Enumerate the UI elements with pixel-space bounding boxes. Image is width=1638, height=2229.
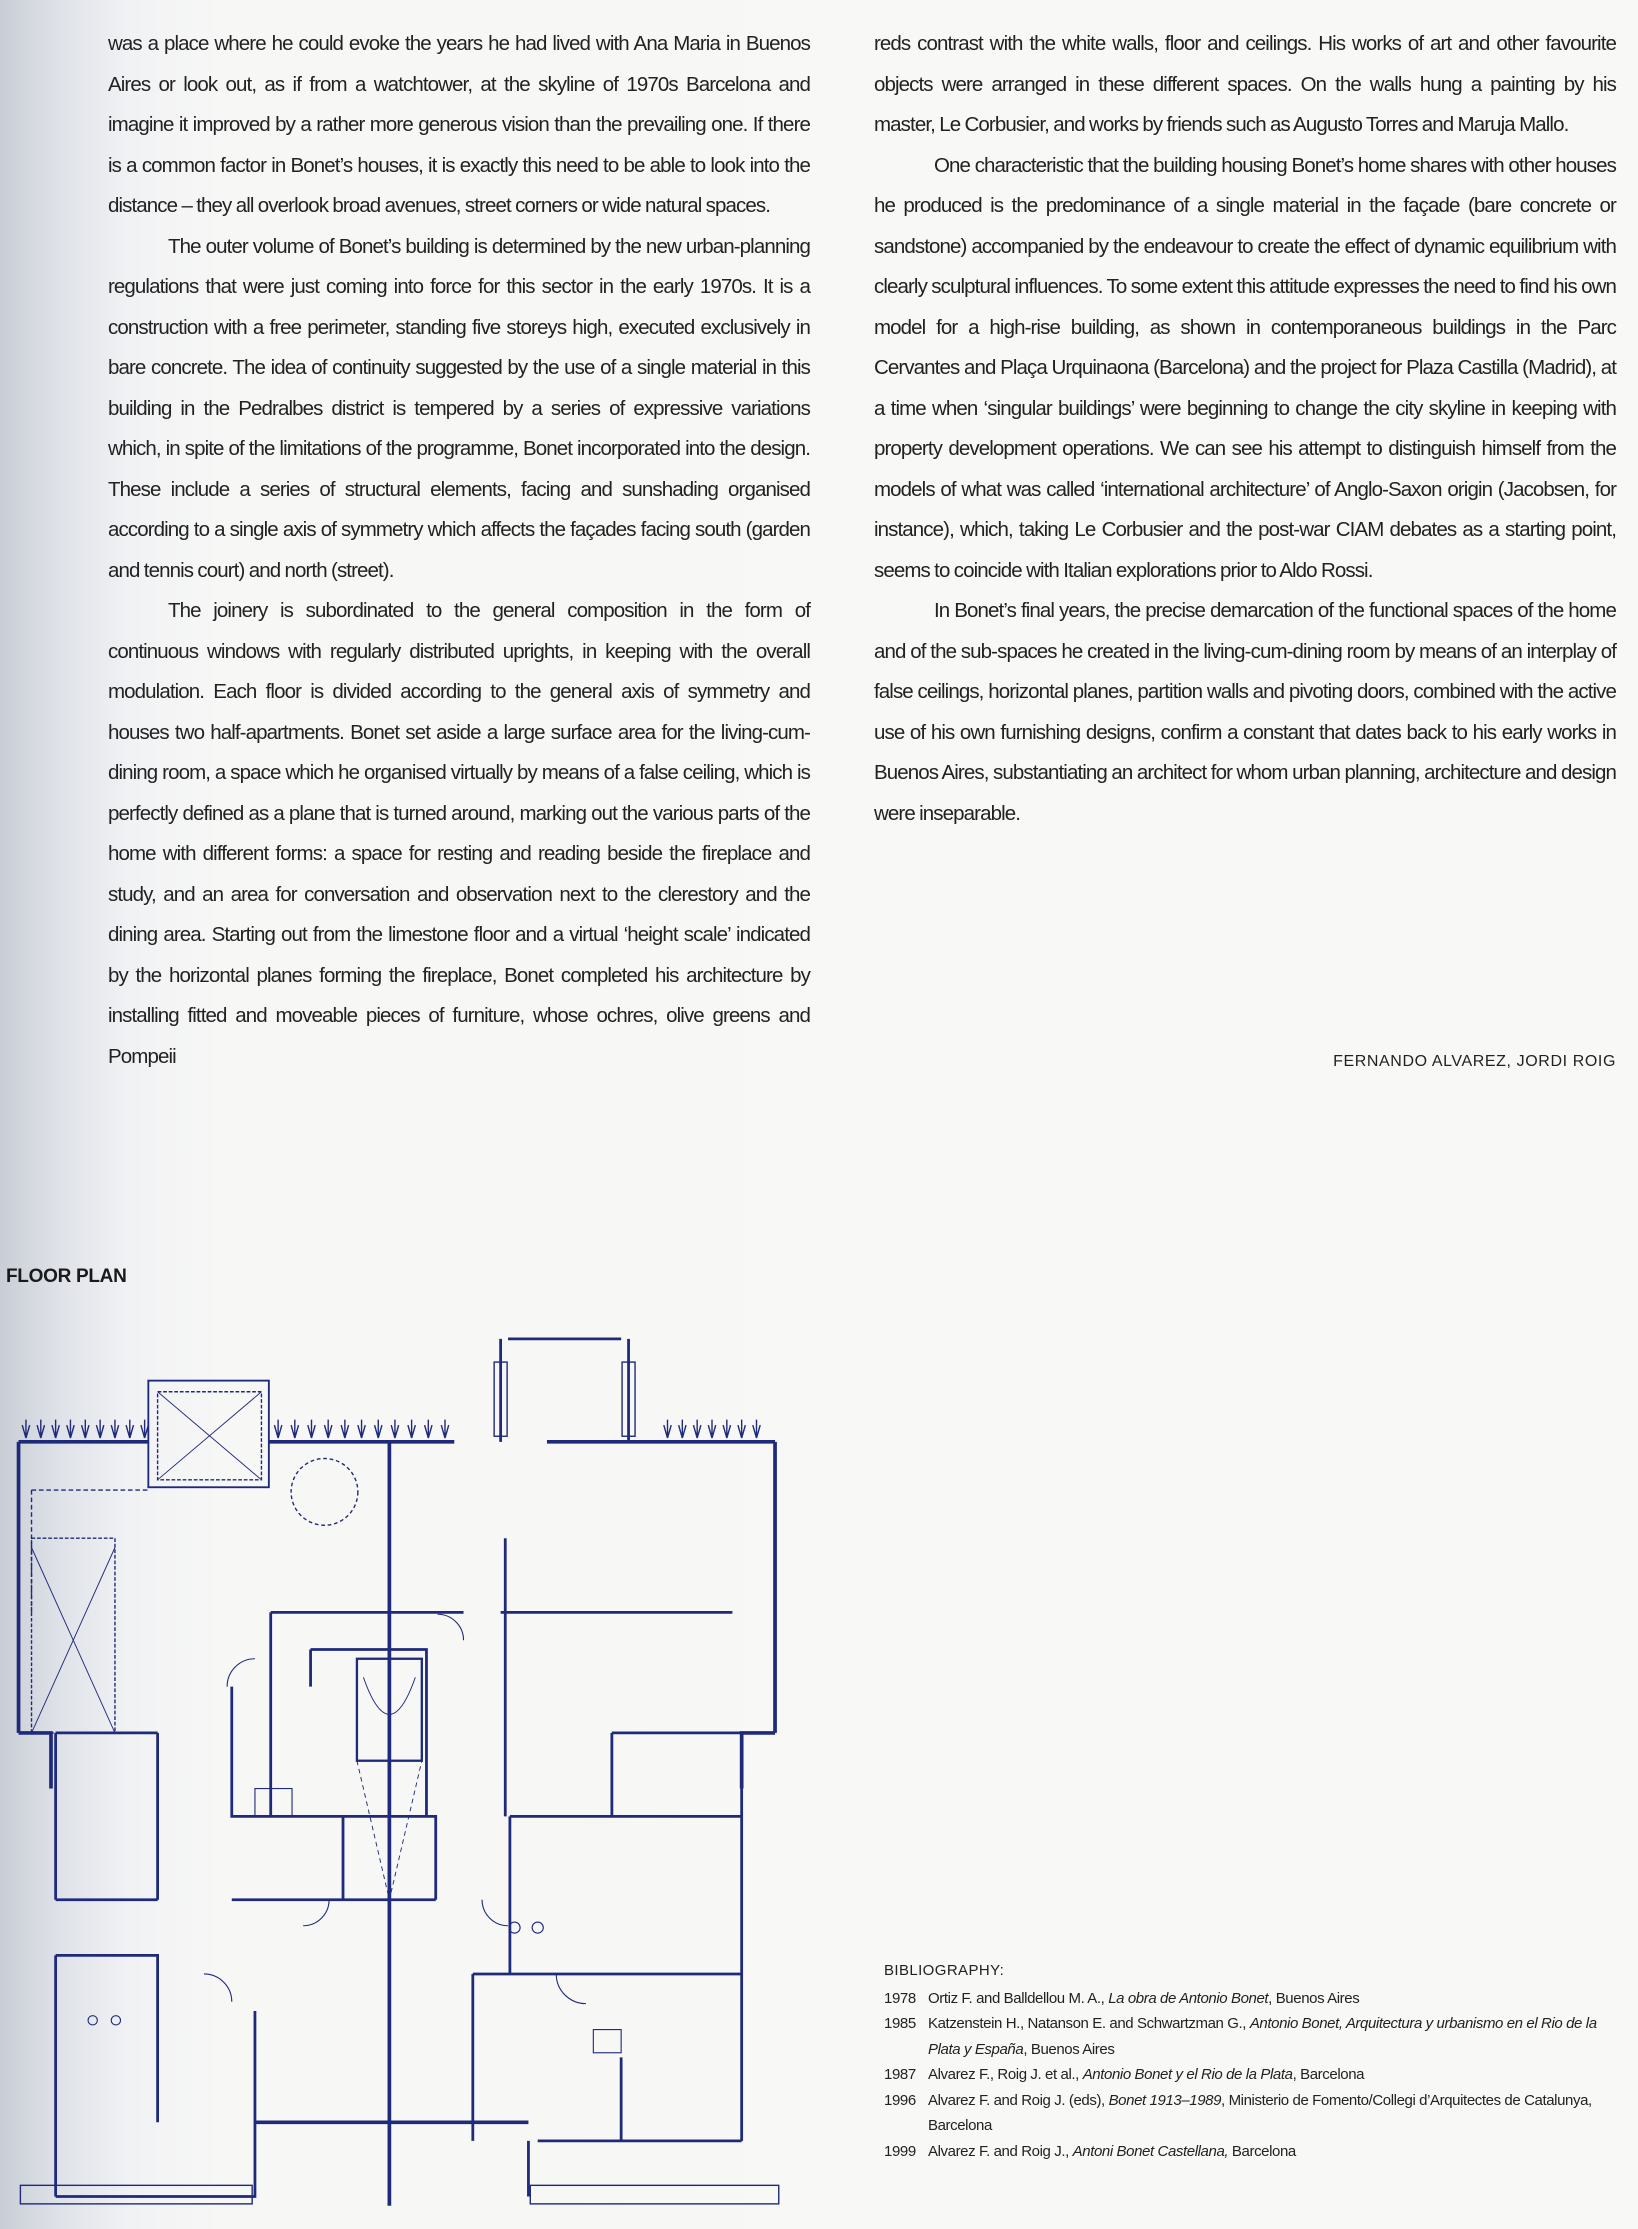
sunshade-fin: [96, 1420, 103, 1439]
sunshade-fin: [723, 1420, 730, 1439]
sunshade-fin: [274, 1420, 281, 1439]
floor-plan-label: FLOOR PLAN: [6, 1266, 127, 1287]
citation-title: Antonio Bonet, Arquitectura y urbanismo en el Rio de la Plata y España: [928, 2015, 1597, 2058]
citation-title: La obra de Antonio Bonet: [1108, 1989, 1269, 2007]
sunshade-fin: [141, 1420, 148, 1439]
bibliography-citation: [928, 2139, 1622, 2165]
north-terrace: [501, 1339, 629, 1442]
bibliography-year: 1999: [884, 2142, 916, 2160]
citation-title: Antonio Bonet y el Rio de la Plata: [1082, 2066, 1293, 2083]
west-wall: [19, 1442, 51, 1789]
bibliography-citation: [928, 2011, 1622, 2062]
article-column-left: [108, 24, 810, 1077]
balcony-south-east: [530, 2185, 778, 2204]
bibliography-entry: [884, 2011, 1622, 2062]
bibliography-entry: [884, 1986, 1622, 2012]
bibliography-entry: [884, 2088, 1622, 2139]
paragraph: reds contrast with the white walls, floor and ceilings. His works of art and other favourite objects were arranged in these different spaces. On the walls hung a painting by his master, Le Corbusier, and works by friends such as Augusto Torres and Maruja Mallo.: [874, 32, 1616, 136]
skylight-west: [32, 1538, 115, 1733]
sunshade-fin: [52, 1420, 59, 1439]
sunshade-fin: [126, 1420, 133, 1439]
paragraph: The outer volume of Bonet’s building is determined by the new urban-planning regulations that were just coming into force for this sector in the early 1970s. It is a construction with a free perimeter, standing five storeys high, executed exclusively in bare concrete. The idea of continuity suggested by the use of a single material in this building in the Pedralbes district is tempered by a series of expressive variations which, in spite of the limitations of the programme, Bonet incorporated into the design. These include a series of structural elements, facing and sunshading organised according to a single axis of symmetry which affects the façades facing south (garden and tennis court) and north (street).: [108, 234, 810, 582]
sunshade-fin: [67, 1420, 74, 1439]
sunshade-fin: [441, 1420, 448, 1439]
citation-publisher: , Buenos Aires: [1023, 2040, 1115, 2058]
bibliography-title: BIBLIOGRAPHY:: [884, 1962, 1005, 1979]
bibliography-list: [884, 1986, 1622, 2165]
citation-authors: Alvarez F. and Roig J. (eds),: [928, 2091, 1109, 2109]
sunshade-fin: [82, 1420, 89, 1439]
floor-plan-drawing: [0, 1325, 860, 2215]
citation-title: Bonet 1913–1989: [1108, 2091, 1222, 2109]
bibliography-citation: [928, 2062, 1622, 2088]
sunshade-fin: [291, 1420, 298, 1439]
bibliography: [884, 1958, 1622, 2164]
paragraph: In Bonet’s final years, the precise demarcation of the functional spaces of the home and of the sub-spaces he created in the living-cum-dining room by means of an interplay of false ceilings, horizontal planes, partition walls and pivoting doors, combined with the active use of his own furnishing designs, confirm a constant that dates back to his early works in Buenos Aires, substantiating an architect for whom urban planning, architecture and design were inseparable.: [874, 599, 1616, 825]
paragraph: was a place where he could evoke the years he had lived with Ana Maria in Buenos Aires or look out, as if from a watchtower, at the skyline of 1970s Barcelona and imagine it improved by a rather more generous vision than the prevailing one. If there is a common factor in Bonet’s houses, it is exactly this need to be able to look into the distance – they all overlook broad avenues, street corners or wide natural spaces.: [108, 32, 810, 217]
sunshade-fin: [308, 1420, 315, 1439]
paragraph: The joinery is subordinated to the general composition in the form of continuous windows with regularly distributed uprights, in keeping with the overall modulation. Each floor is divided according to the general axis of symmetry and houses two half-apartments. Bonet set aside a large surface area for the living-cum-dining room, a space which he organised virtually by means of a false ceiling, which is perfectly defined as a plane that is turned around, marking out the various parts of the home with different forms: a space for resting and reading beside the fireplace and study, and an area for conversation and observation next to the clerestory and the dining area. Starting out from the limestone floor and a virtual ‘height scale’ indicated by the horizontal planes forming the fireplace, Bonet completed his architecture by installing fitted and moveable pieces of furniture, whose ochres, olive greens and Pompeii: [108, 599, 810, 1068]
article-authors: FERNANDO ALVAREZ, JORDI ROIG: [1333, 1053, 1616, 1070]
bibliography-entry: [884, 2139, 1622, 2165]
citation-publisher: , Barcelona: [1292, 2066, 1365, 2083]
sunshade-fin: [679, 1420, 686, 1439]
sunshade-fin: [111, 1420, 118, 1439]
sunshade-fin: [753, 1420, 760, 1439]
bibliography-year: 1985: [884, 2015, 916, 2032]
sunshade-fin: [324, 1420, 331, 1439]
bibliography-citation: [928, 1986, 1622, 2012]
citation-publisher: , Buenos Aires: [1268, 1989, 1360, 2007]
paragraph: One characteristic that the building housing Bonet’s home shares with other houses he produced is the predominance of a single material in the façade (bare concrete or sandstone) accompanied by the endeavour to create the effect of dynamic equilibrium with clearly sculptural influences. To some extent this attitude expresses the need to find his own model for a high-rise building, as shown in contemporaneous buildings in the Parc Cervantes and Plaça Urquinaona (Barcelona) and the project for Plaza Castilla (Madrid), at a time when ‘singular buildings’ were beginning to change the city skyline in keeping with property development operations. We can see his attempt to distinguish himself from the models of what was called ‘international architecture’ of Anglo-Saxon origin (Jacobsen, for instance), which, taking Le Corbusier and the post-war CIAM debates as a starting point, seems to coincide with Italian explorations prior to Aldo Rossi.: [874, 153, 1616, 582]
citation-title: Antoni Bonet Castellana,: [1072, 2142, 1229, 2160]
bibliography-entry: [884, 2062, 1622, 2088]
bibliography-year: 1987: [884, 2066, 916, 2083]
sunshade-fin: [341, 1420, 348, 1439]
article-column-right: [874, 24, 1616, 834]
sunshade-fin: [22, 1420, 29, 1439]
sunshade-fin: [37, 1420, 44, 1439]
citation-publisher: , Ministerio de Fomento/Collegi d’Arquitectes de Catalunya, Barcelona: [928, 2091, 1592, 2134]
bibliography-year: 1996: [884, 2091, 916, 2109]
citation-authors: Ortiz F. and Balldellou M. A.,: [928, 1989, 1109, 2007]
sunshade-fin: [408, 1420, 415, 1439]
sunshade-fin: [391, 1420, 398, 1439]
sunshade-fin: [375, 1420, 382, 1439]
sunshade-fin: [358, 1420, 365, 1439]
citation-publisher: Barcelona: [1228, 2142, 1296, 2160]
bibliography-citation: [928, 2088, 1622, 2139]
citation-authors: Alvarez F. and Roig J.,: [928, 2142, 1073, 2160]
bibliography-year: 1978: [884, 1989, 916, 2007]
sunshade-fin: [664, 1420, 671, 1439]
citation-authors: Alvarez F., Roig J. et al.,: [928, 2066, 1083, 2083]
sunshade-fin: [693, 1420, 700, 1439]
east-wall: [742, 1442, 775, 1789]
sunshade-fin: [708, 1420, 715, 1439]
sunshade-fin: [738, 1420, 745, 1439]
citation-authors: Katzenstein H., Natanson E. and Schwartzman G.,: [928, 2015, 1250, 2032]
sunshade-fin: [425, 1420, 432, 1439]
